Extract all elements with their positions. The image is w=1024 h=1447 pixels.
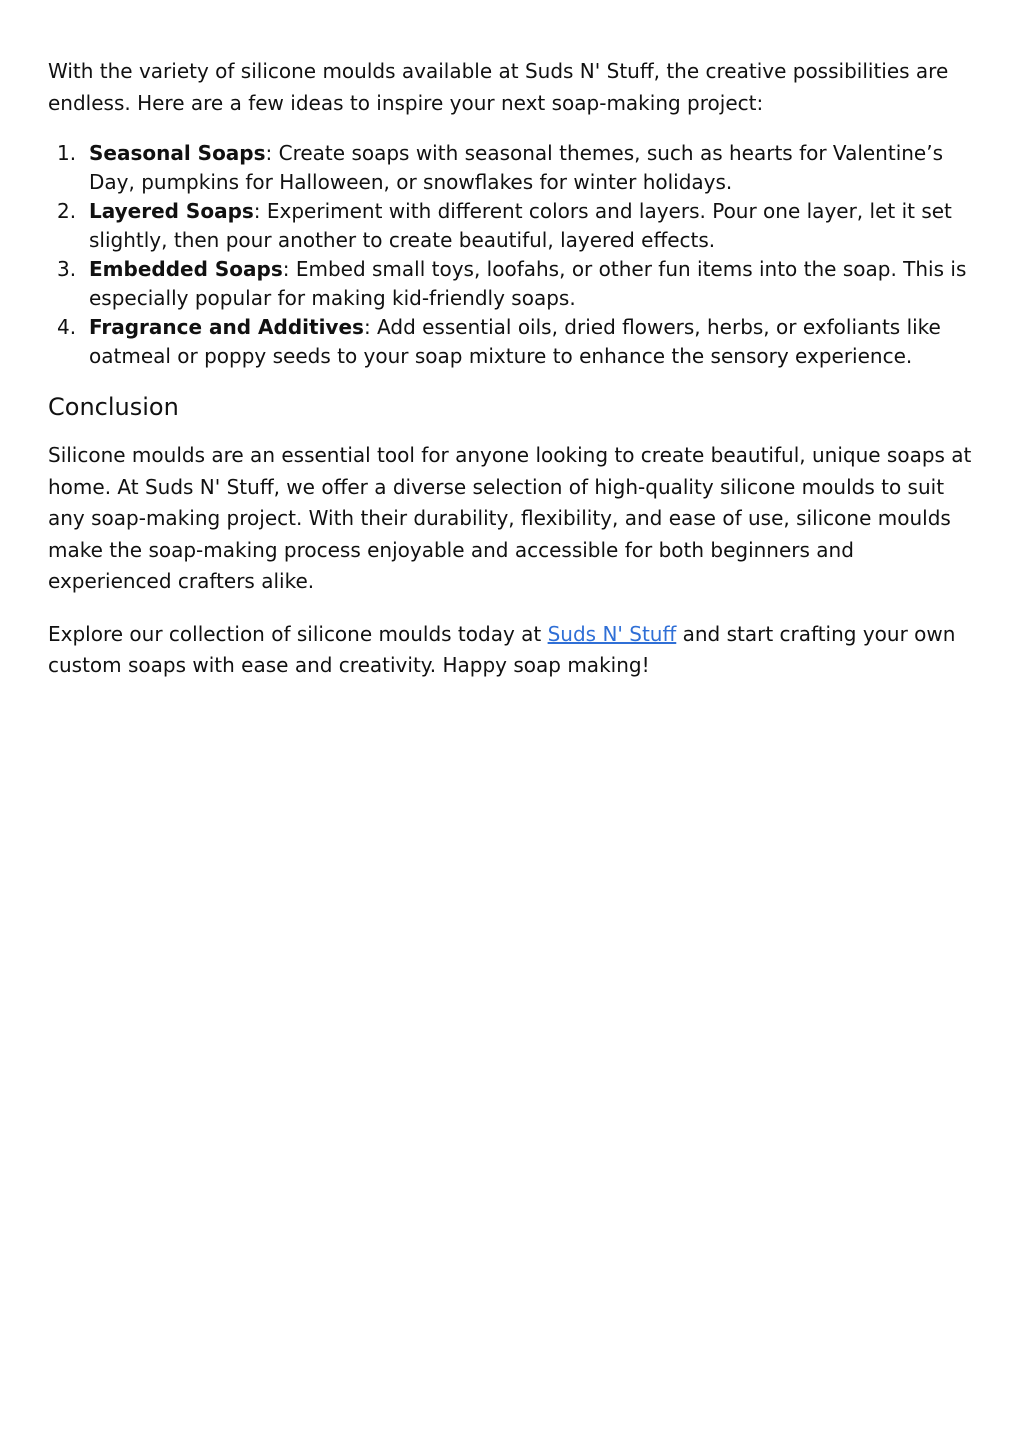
conclusion-paragraph: Silicone moulds are an essential tool for anyone looking to create beautiful, unique soaps at home. At Suds N' Stuff, we offer a diverse selection of high-quality silicone moulds to suit any soap-making project. With their durability, flexibility, and ease of use, silicone moulds make the soap-making process enjoyable and accessible for both beginners and experienced crafters alike. <box>48 443 972 593</box>
conclusion-heading: Conclusion <box>48 393 179 421</box>
list-item-fragrance-and-additives <box>48 313 978 371</box>
list-item-text: : Add essential oils, dried flowers, herbs, or exfoliants like oatmeal or poppy seeds to your soap mixture to enhance the sensory experience. <box>89 315 941 368</box>
list-item-text: : Experiment with different colors and layers. Pour one layer, let it set slightly, then pour another to create beautiful, layered effects. <box>89 199 952 252</box>
suds-n-stuff-link[interactable]: Suds N' Stuff <box>547 621 677 646</box>
list-item-text: : Embed small toys, loofahs, or other fun items into the soap. This is especially popular for making kid-friendly soaps. <box>89 257 967 310</box>
list-item-title: Seasonal Soaps <box>89 141 266 165</box>
list-item-title: Embedded Soaps <box>89 257 283 281</box>
list-item-title: Layered Soaps <box>89 199 254 223</box>
cta-text-before: Explore our collection of silicone moulds today at <box>48 621 548 646</box>
list-item-layered-soaps <box>48 197 978 255</box>
list-number: 3. <box>57 257 77 281</box>
intro-paragraph: With the variety of silicone moulds available at Suds N' Stuff, the creative possibilities are endless. Here are a few ideas to inspire your next soap-making project: <box>48 59 949 115</box>
cta-paragraph <box>48 619 978 682</box>
list-number: 1. <box>57 141 77 165</box>
list-item-seasonal-soaps <box>48 139 978 197</box>
cta-text-after: and start crafting your own custom soaps with ease and creativity. Happy soap making! <box>48 621 956 677</box>
article-body <box>48 56 978 682</box>
list-number: 2. <box>57 199 77 223</box>
list-number: 4. <box>57 315 77 339</box>
list-item-title: Fragrance and Additives <box>89 315 364 339</box>
list-item-embedded-soaps <box>48 255 978 313</box>
ideas-list <box>48 139 978 371</box>
list-item-text: : Create soaps with seasonal themes, such as hearts for Valentine’s Day, pumpkins for Halloween, or snowflakes for winter holidays. <box>89 141 944 194</box>
